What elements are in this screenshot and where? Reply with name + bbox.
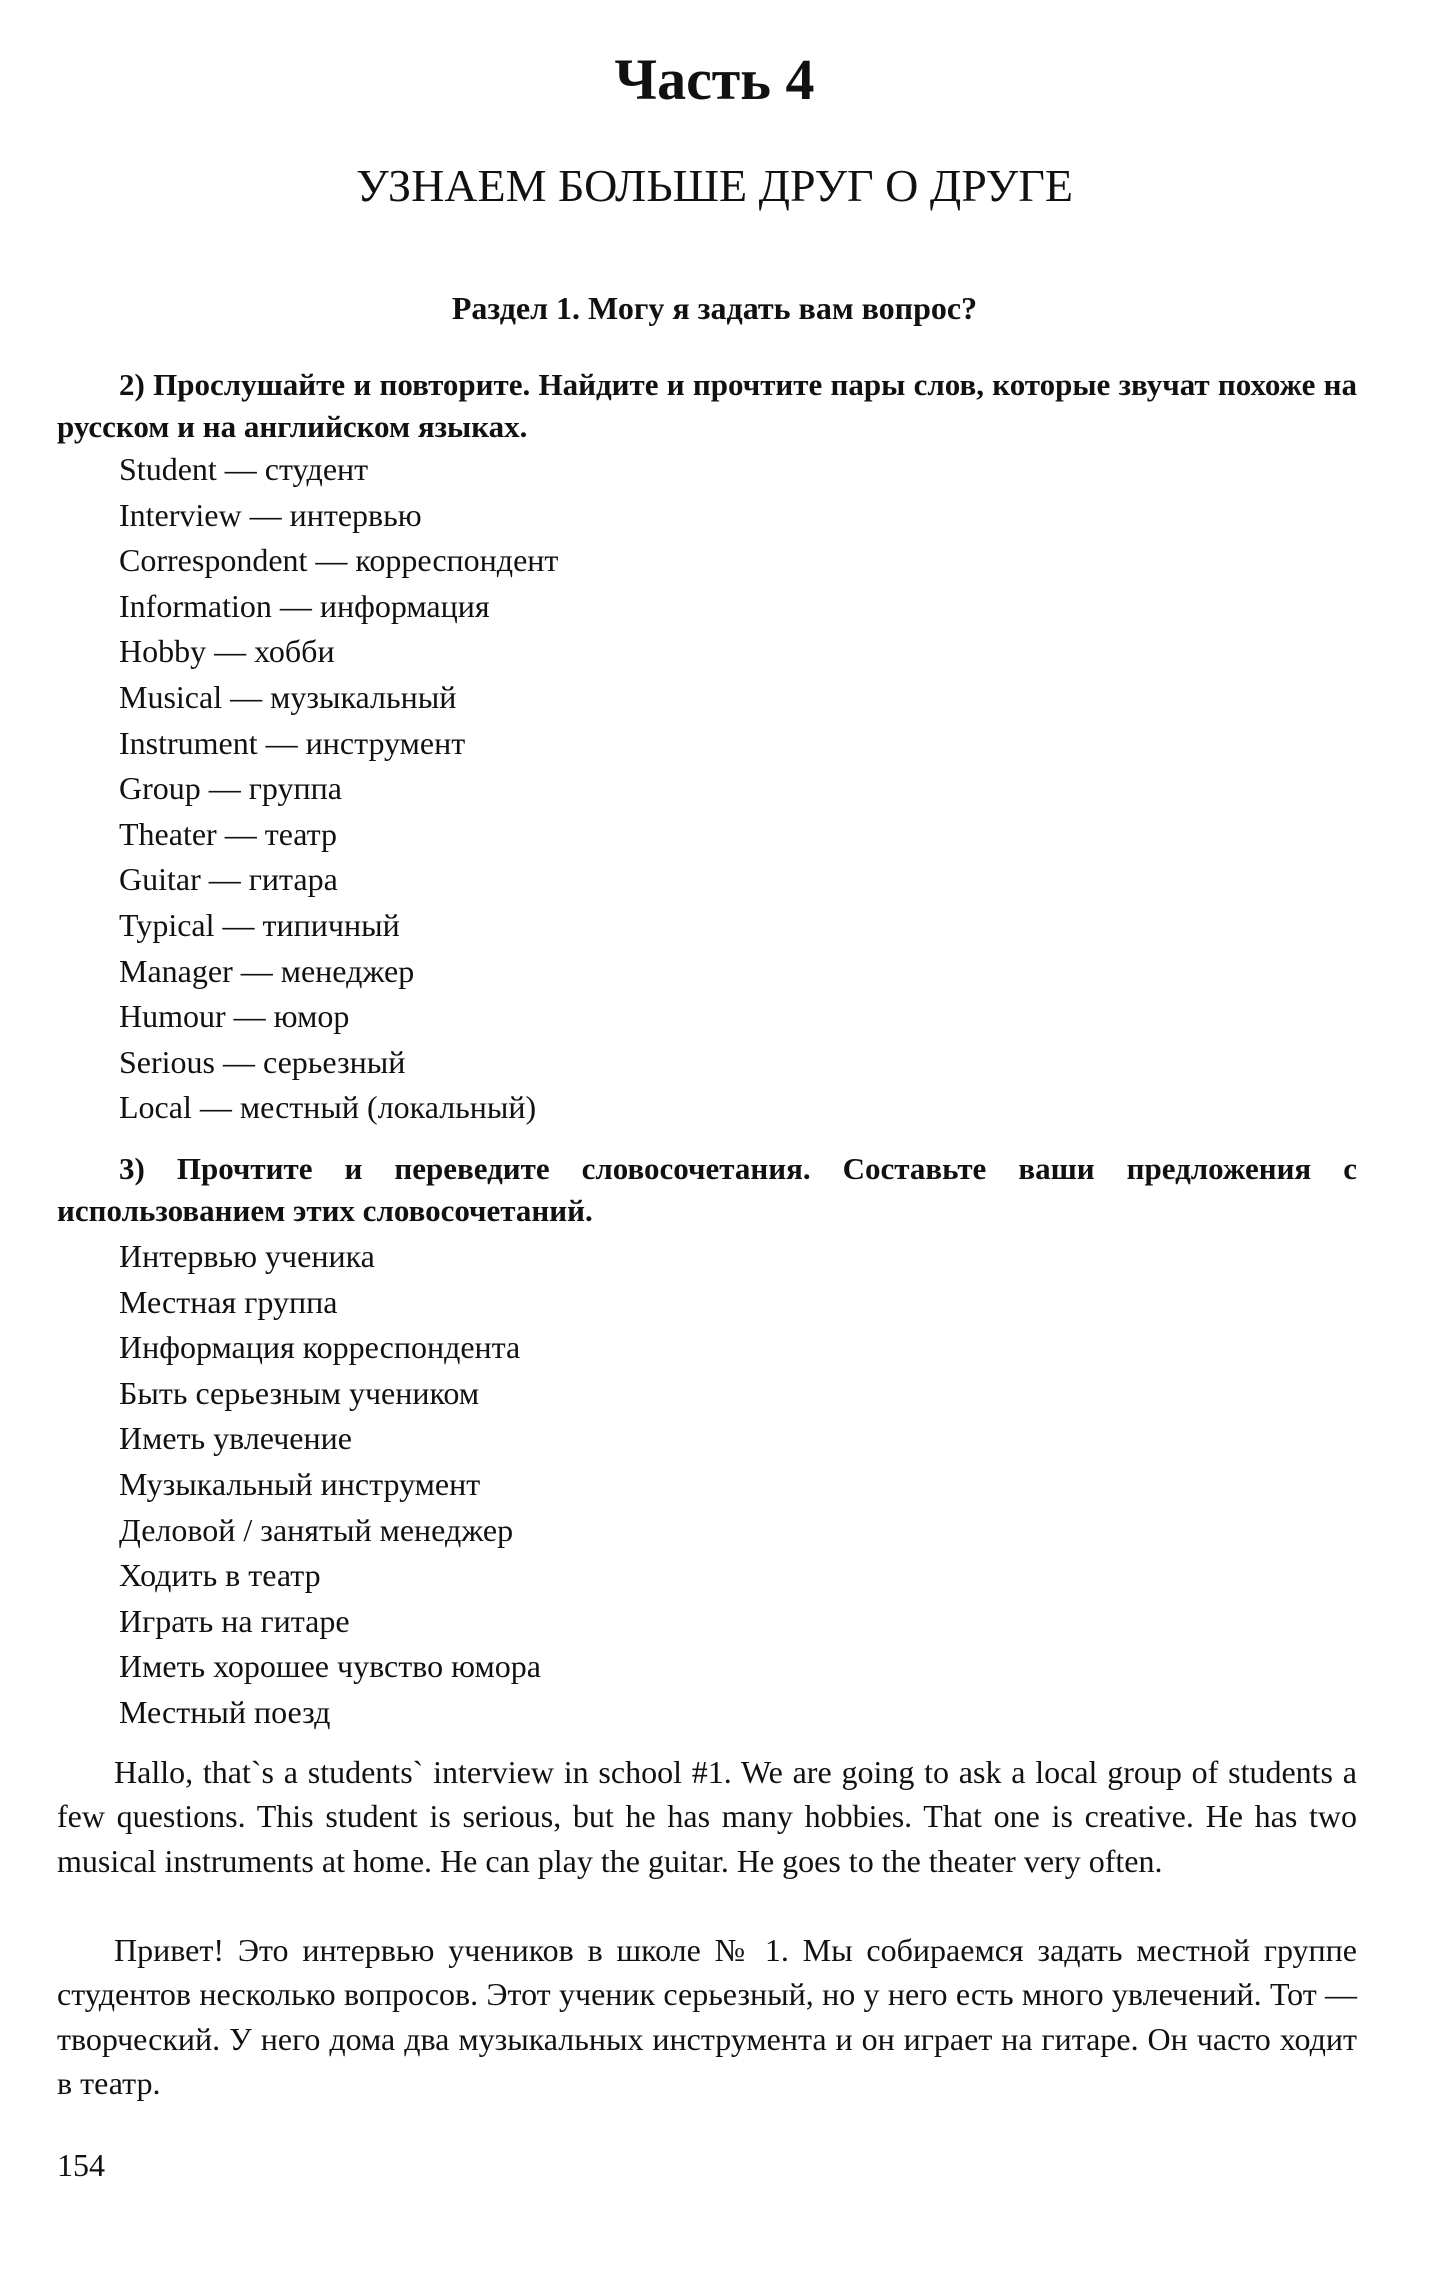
list-item: Manager — менеджер <box>119 952 415 989</box>
list-item: Иметь увлечение <box>119 1420 352 1457</box>
list-item: Humour — юмор <box>119 998 350 1035</box>
list-item: Musical — музыкальный <box>119 678 457 715</box>
russian-paragraph: Привет! Это интервью учеников в школе № 1. Мы собираемся задать местной группе студентов несколько вопросов. Этот ученик серьезный, но у него есть много увлечений. Тот — творческий. У него дома два музыкальных инструмента и он играет на гитаре. Он часто ходит в театр. <box>57 1932 1357 2101</box>
task-3-instruction: 3) Прочтите и переведите словосочетания. Составьте ваши предложения с использованием этих словосочетаний. <box>57 1151 1357 1228</box>
list-item: Group — группа <box>119 770 342 807</box>
list-item: Local — местный (локальный) <box>119 1089 537 1126</box>
list-item: Деловой / занятый менеджер <box>119 1511 514 1548</box>
page-number: 154 <box>57 2147 105 2183</box>
list-item: Ходить в театр <box>119 1557 321 1594</box>
list-item: Музыкальный инструмент <box>119 1465 481 1502</box>
phrases-list <box>119 1234 541 1736</box>
list-item: Guitar — гитара <box>119 861 338 898</box>
list-item: Interview — интервью <box>119 496 422 533</box>
chapter-title: Часть 4 <box>614 47 815 112</box>
list-item: Student — студент <box>119 451 369 487</box>
list-item: Theater — театр <box>119 815 338 852</box>
list-item: Hobby — хобби <box>119 633 335 670</box>
task-2-instruction: 2) Прослушайте и повторите. Найдите и прочтите пары слов, которые звучат похоже на русском и на английском языках. <box>57 367 1357 444</box>
list-item: Информация корреспондента <box>119 1329 521 1366</box>
list-item: Instrument — инструмент <box>119 724 466 761</box>
english-paragraph: Hallo, that`s a students` interview in school #1. We are going to ask a local group of students a few questions. This student is serious, but he has many hobbies. That one is creative. He has two musical instruments at home. He can play the guitar. He goes to the theater very often. <box>57 1754 1357 1879</box>
list-item: Быть серьезным учеником <box>119 1374 480 1411</box>
list-item: Местный поезд <box>119 1693 331 1730</box>
list-item: Typical — типичный <box>119 906 400 943</box>
list-item: Correspondent — корреспондент <box>119 542 559 579</box>
list-item: Information — информация <box>119 587 490 624</box>
list-item: Иметь хорошее чувство юмора <box>119 1648 541 1685</box>
chapter-subtitle: УЗНАЕМ БОЛЬШЕ ДРУГ О ДРУГЕ <box>356 160 1073 211</box>
word-pairs-list <box>119 447 558 1131</box>
list-item: Интервью ученика <box>119 1238 375 1274</box>
section-heading: Раздел 1. Могу я задать вам вопрос? <box>451 290 978 326</box>
list-item: Местная группа <box>119 1283 338 1320</box>
list-item: Serious — серьезный <box>119 1043 406 1080</box>
list-item: Играть на гитаре <box>119 1602 350 1639</box>
